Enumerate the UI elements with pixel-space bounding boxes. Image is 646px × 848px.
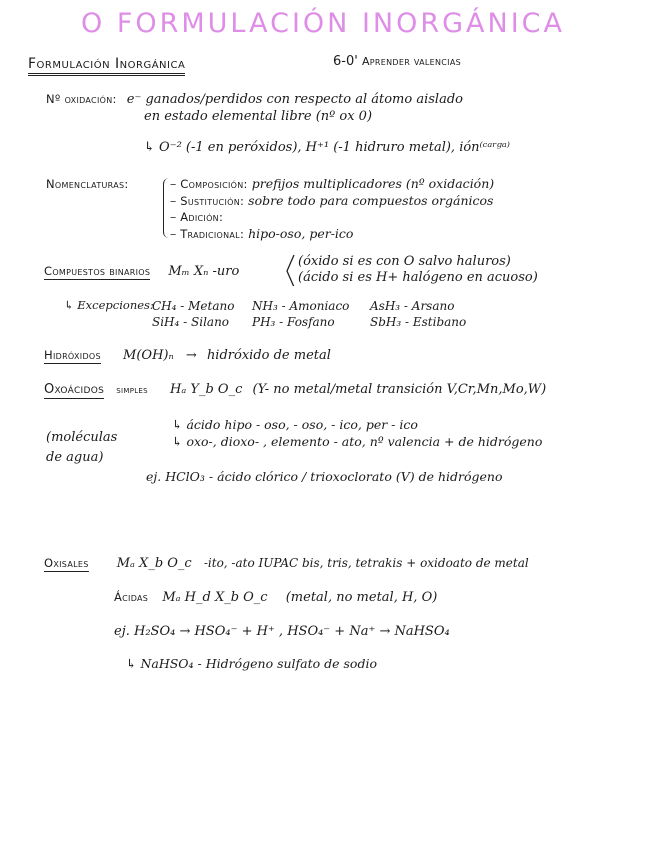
curly-brace-icon: [285, 254, 295, 286]
oxisalts-formula: Mₐ X_b O_c: [116, 556, 192, 571]
hydroxides-formula: M(OH)ₙ: [123, 348, 174, 363]
oxoacids-row: [44, 382, 546, 397]
exceptions-row: SiH₄ - Silano PH₃ - Fosfano SbH₃ - Estibano: [152, 315, 467, 329]
oxidation-line1: e⁻ ganados/perdidos con respecto al átomo aislado: [126, 92, 463, 107]
acid-salts-desc: (metal, no metal, H, O): [285, 590, 438, 605]
oxoacids-example: ej. HClO₃ - ácido clórico / trioxoclorato (V) de hidrógeno: [146, 469, 503, 484]
section-heading: Formulación Inorgánica: [28, 56, 185, 76]
note-prefix: 6-0': [333, 54, 358, 69]
valence-note: [333, 54, 461, 69]
hydroxides-row: [44, 348, 331, 363]
acid-salts-formula: Mₐ H_d X_b O_c: [162, 590, 268, 605]
hydroxides-label: Hidróxidos: [44, 348, 101, 362]
oxoacids-formula: Hₐ Y_b O_c: [170, 382, 243, 397]
oxidation-block: [46, 92, 463, 107]
oxisalts-example: ej. H₂SO₄ → HSO₄⁻ + H⁺ , HSO₄⁻ + Na⁺ → NaHSO₄: [114, 624, 450, 639]
exceptions-label: ↳ Excepciones:: [64, 298, 154, 312]
acid-salts-label: Ácidas: [114, 590, 149, 604]
oxoacids-rules: [172, 416, 542, 450]
exceptions-row: CH₄ - Metano NH₃ - Amoniaco AsH₃ - Arsano: [152, 299, 455, 313]
water-molecules-note: (moléculas de agua): [46, 430, 118, 465]
binary-formula: Mₘ Xₙ -uro: [168, 264, 240, 279]
nomenclature-item: – Sustitución: sobre todo para compuestos orgánicos: [170, 192, 494, 208]
oxisalts-desc: -ito, -ato IUPAC bis, tris, tetrakis + oxidoato de metal: [203, 556, 529, 570]
arrow-right-icon: →: [185, 348, 197, 363]
nomenclature-item: – Composición: prefijos multiplicadores (nº oxidación): [170, 176, 495, 191]
oxoacids-label2: simples: [116, 384, 148, 396]
note-text: Aprender valencias: [361, 55, 461, 68]
oxidation-sub: [144, 140, 510, 155]
oxisalts-example-sub: ↳ NaHSO₄ - Hidrógeno sulfato de sodio: [126, 656, 377, 671]
left-brace: [163, 178, 170, 238]
binary-heading-row: [44, 264, 239, 279]
binary-label: Compuestos binarios: [44, 264, 151, 278]
nomenclature-item: – Tradicional: hipo-oso, per-ico: [170, 225, 354, 241]
oxidation-sub-text: O⁻² (-1 en peróxidos), H⁺¹ (-1 hidruro metal), ión⁽ᶜᵃʳᵍᵃ⁾: [159, 140, 510, 155]
nomenclature-label: Nomenclaturas:: [46, 177, 129, 191]
exceptions-table: [152, 298, 466, 330]
acid-salts-row: [114, 590, 437, 605]
oxisalts-label: Oxisales: [44, 556, 89, 570]
rule-item: ↳ ácido hipo - oso, - oso, - ico, per - ico: [172, 417, 418, 432]
page-title: O FORMULACIÓN INORGÁNICA: [81, 8, 565, 39]
oxidation-line2: en estado elemental libre (nº ox 0): [144, 109, 373, 124]
oxoacids-desc: (Y- no metal/metal transición V,Cr,Mn,Mo,W): [252, 382, 547, 397]
oxoacids-label: Oxoácidos: [44, 382, 105, 397]
oxisalts-row: [44, 556, 529, 571]
binary-cases: (óxido si es con O salvo haluros) (ácido si es H+ halógeno en acuoso): [298, 254, 538, 285]
nomenclature-item: – Adición:: [170, 209, 224, 224]
rule-item: ↳ oxo-, dioxo- , elemento - ato, nº valencia + de hidrógeno: [172, 434, 543, 449]
nomenclature-list: [170, 176, 494, 242]
hydroxides-desc: hidróxido de metal: [206, 348, 331, 363]
oxidation-label: Nº oxidación:: [46, 92, 117, 106]
sub-arrow-icon: ↳: [144, 140, 155, 155]
